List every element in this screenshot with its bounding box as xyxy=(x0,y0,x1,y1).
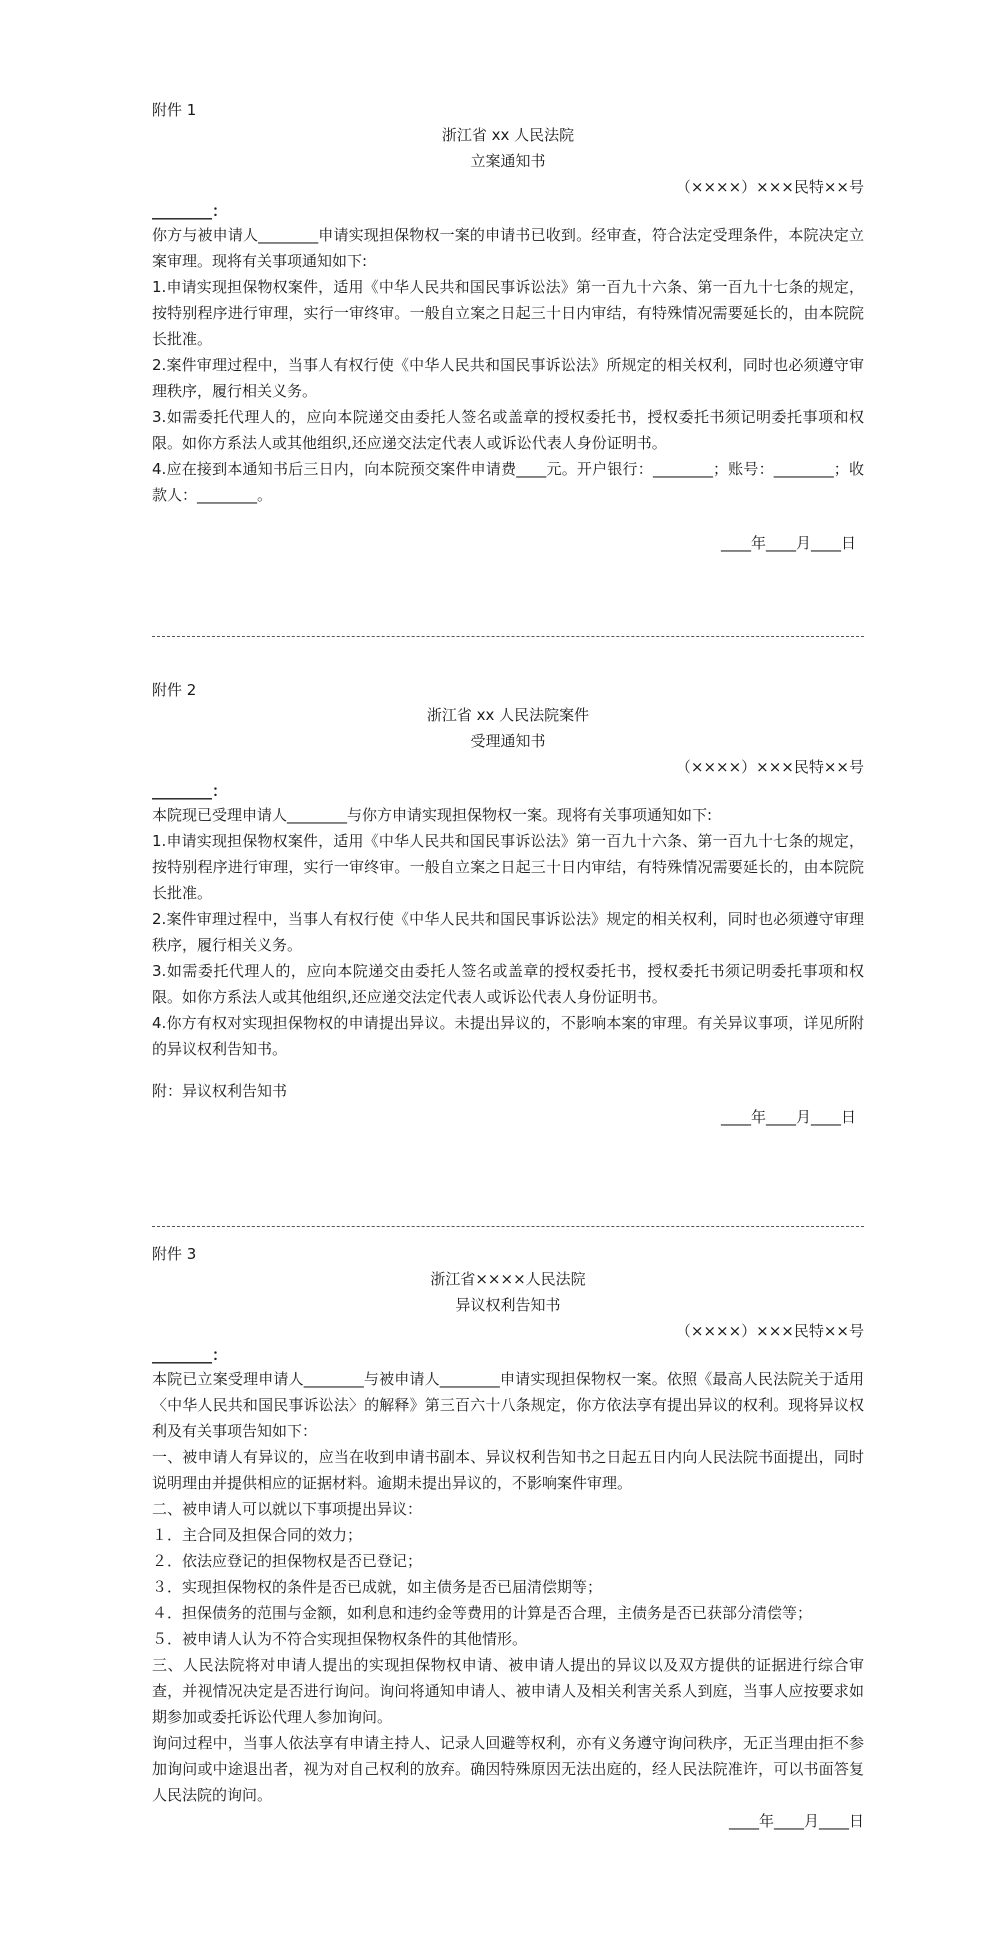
attachment-3-notice-title: 异议权利告知书 xyxy=(455,1296,561,1314)
attachment-2-enclosure: 附：异议权利告知书 xyxy=(152,1082,288,1100)
attachment-3-sub-item-4: ４．担保债务的范围与金额，如利息和违约金等费用的计算是否合理，主债务是否已获部分清偿等； xyxy=(152,1604,813,1622)
attachment-2-addressee: ________： xyxy=(152,782,228,800)
attachment-1-item-3: 3.如需委托代理人的，应向本院递交由委托人签名或盖章的授权委托书，授权委托书须记明委托事项和权限。如你方系法人或其他组织,还应递交法定代表人或诉讼代表人身份证明书。 xyxy=(152,408,864,452)
attachment-2-item-3: 3.如需委托代理人的，应向本院递交由委托人签名或盖章的授权委托书，授权委托书须记明委托事项和权限。如你方系法人或其他组织,还应递交法定代表人或诉讼代表人身份证明书。 xyxy=(152,962,864,1006)
attachment-3-date: ____年____月____日 xyxy=(728,1812,864,1830)
attachment-2-item-4: 4.你方有权对实现担保物权的申请提出异议。未提出异议的，不影响本案的审理。有关异议事项，详见所附的异议权利告知书。 xyxy=(152,1014,864,1058)
attachment-3-paragraph-3: 三、人民法院将对申请人提出的实现担保物权申请、被申请人提出的异议以及双方提供的证据进行综合审查，并视情况决定是否进行询问。询问将通知申请人、被申请人及相关利害关系人到庭，当事人应按要求如期参加或委托诉讼代理人参加询问。 xyxy=(152,1656,864,1726)
attachment-2-item-1: 1.申请实现担保物权案件，适用《中华人民共和国民事诉讼法》第一百九十六条、第一百九十七条的规定，按特别程序进行审理，实行一审终审。一般自立案之日起三十日内审结，有特殊情况需要延长的，由本院院长批准。 xyxy=(152,832,864,902)
attachment-1-item-1: 1.申请实现担保物权案件，适用《中华人民共和国民事诉讼法》第一百九十六条、第一百九十七条的规定，按特别程序进行审理，实行一审终审。一般自立案之日起三十日内审结，有特殊情况需要延长的，由本院院长批准。 xyxy=(152,278,864,348)
attachment-2-item-2: 2.案件审理过程中，当事人有权行使《中华人民共和国民事诉讼法》规定的相关权利，同时也必须遵守审理秩序，履行相关义务。 xyxy=(152,910,864,954)
attachment-1 xyxy=(152,100,864,556)
attachment-1-label: 附件 1 xyxy=(152,101,197,119)
attachment-2 xyxy=(152,680,864,1130)
attachment-3 xyxy=(152,1244,864,1834)
attachment-3-label: 附件 3 xyxy=(152,1245,197,1263)
attachment-3-paragraph-2: 二、被申请人可以就以下事项提出异议： xyxy=(152,1500,423,1518)
attachment-1-addressee: ________： xyxy=(152,202,228,220)
attachment-2-body: 本院现已受理申请人________与你方申请实现担保物权一案。现将有关事项通知如下: xyxy=(152,806,713,824)
attachment-2-case-number: （××××）×××民特××号 xyxy=(675,758,864,776)
attachment-2-label: 附件 2 xyxy=(152,681,197,699)
attachment-1-date: ____年____月____日 xyxy=(720,534,856,552)
attachment-3-court-title: 浙江省××××人民法院 xyxy=(430,1270,586,1288)
attachment-3-paragraph-1: 一、被申请人有异议的，应当在收到申请书副本、异议权利告知书之日起五日内向人民法院书面提出，同时说明理由并提供相应的证据材料。逾期未提出异议的，不影响案件审理。 xyxy=(152,1448,864,1492)
attachment-1-case-number: （××××）×××民特××号 xyxy=(675,178,864,196)
section-divider-1 xyxy=(152,636,864,637)
attachment-1-notice-title: 立案通知书 xyxy=(470,152,546,170)
attachment-1-item-4: 4.应在接到本通知书后三日内，向本院预交案件申请费____元。开户银行：________；账号：________；收款人：________。 xyxy=(152,460,864,504)
attachment-3-sub-item-1: １．主合同及担保合同的效力； xyxy=(152,1526,363,1544)
attachment-1-item-2: 2.案件审理过程中，当事人有权行使《中华人民共和国民事诉讼法》所规定的相关权利，同时也必须遵守审理秩序，履行相关义务。 xyxy=(152,356,864,400)
attachment-3-paragraph-4: 询问过程中，当事人依法享有申请主持人、记录人回避等权利，亦有义务遵守询问秩序，无正当理由拒不参加询问或中途退出者，视为对自己权利的放弃。确因特殊原因无法出庭的，经人民法院准许，可以书面答复人民法院的询问。 xyxy=(152,1734,864,1804)
attachment-1-body: 你方与被申请人________申请实现担保物权一案的申请书已收到。经审查，符合法定受理条件，本院决定立案审理。现将有关事项通知如下: xyxy=(152,226,864,270)
attachment-3-body: 本院已立案受理申请人________与被申请人________申请实现担保物权一案。依照《最高人民法院关于适用〈中华人民共和国民事诉讼法〉的解释》第三百六十八条规定，你方依法享有提出异议的权利。现将异议权利及有关事项告知如下： xyxy=(152,1370,864,1440)
attachment-1-court-title: 浙江省 xx 人民法院 xyxy=(441,126,575,144)
attachment-2-date: ____年____月____日 xyxy=(720,1108,856,1126)
attachment-2-notice-title: 受理通知书 xyxy=(470,732,546,750)
attachment-3-addressee: ________： xyxy=(152,1346,228,1364)
attachment-3-sub-item-2: ２．依法应登记的担保物权是否已登记； xyxy=(152,1552,423,1570)
attachment-3-sub-item-5: ５．被申请人认为不符合实现担保物权条件的其他情形。 xyxy=(152,1630,528,1648)
attachment-2-court-title: 浙江省 xx 人民法院案件 xyxy=(426,706,590,724)
attachment-3-sub-item-3: ３．实现担保物权的条件是否已成就，如主债务是否已届清偿期等； xyxy=(152,1578,603,1596)
attachment-3-case-number: （××××）×××民特××号 xyxy=(675,1322,864,1340)
section-divider-2 xyxy=(152,1226,864,1227)
